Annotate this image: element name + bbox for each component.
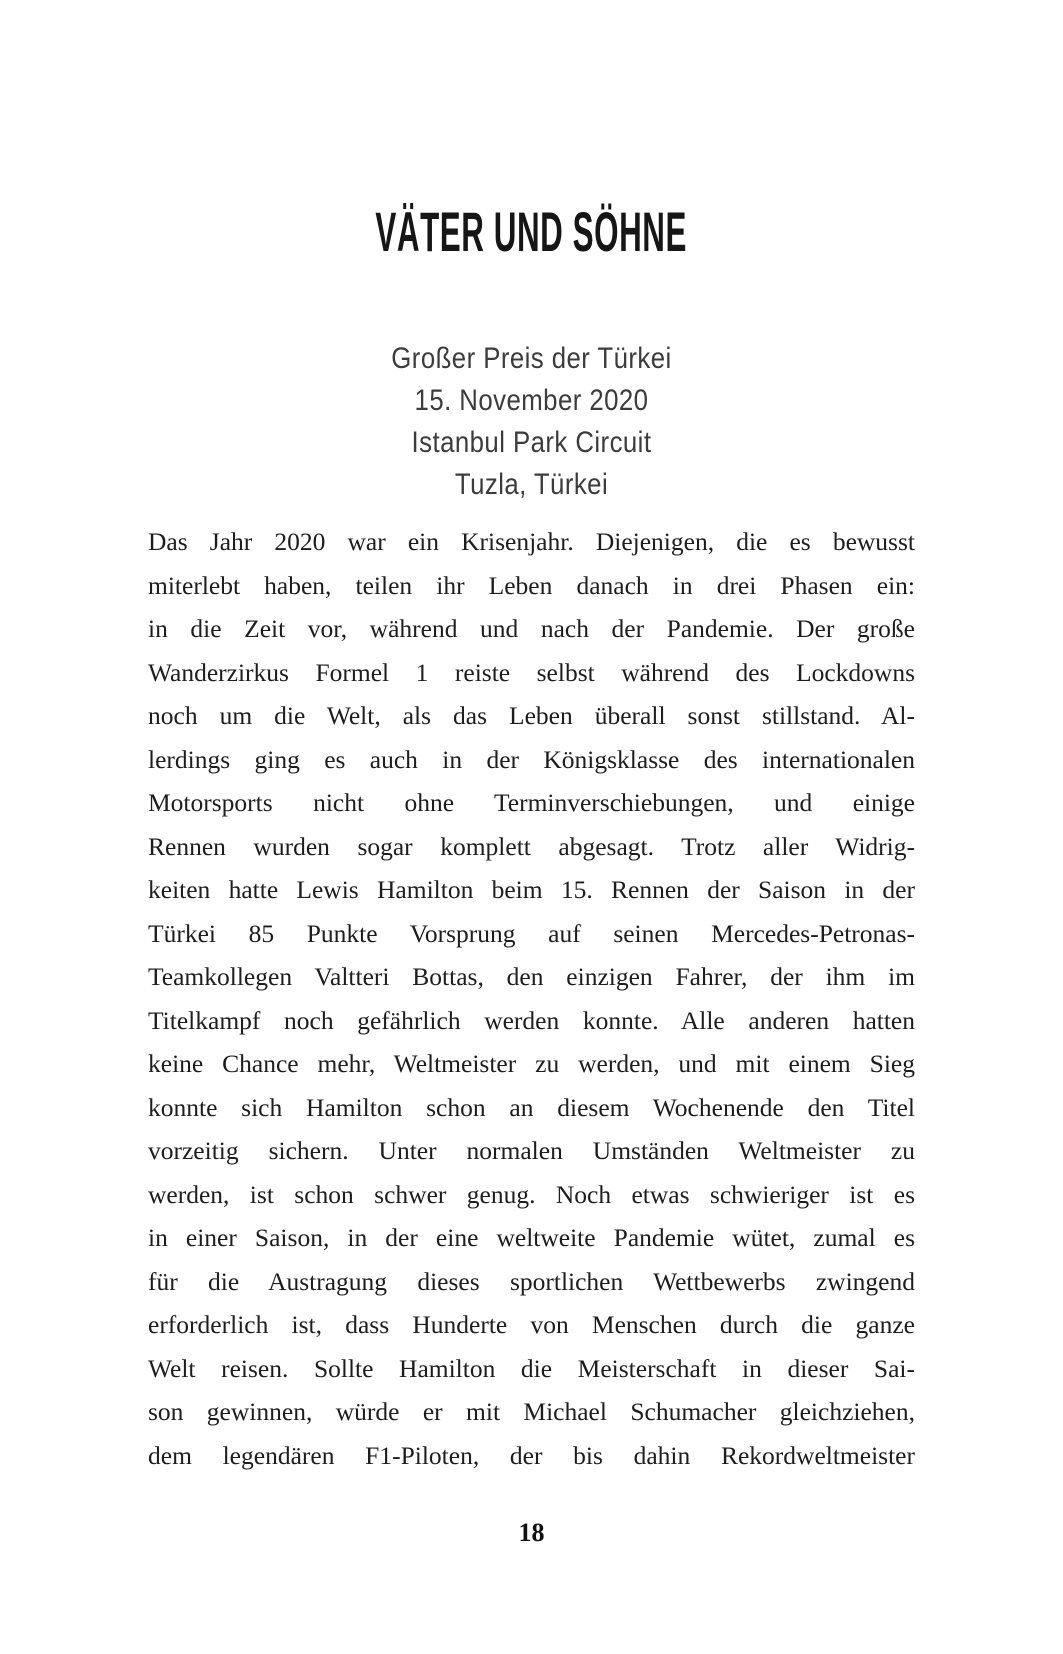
body-text-line: werden, ist schon schwer genug. Noch etwas schwieriger ist es [148, 1179, 915, 1209]
body-text-line: miterlebt haben, teilen ihr Leben danach in drei Phasen ein: [148, 570, 915, 600]
body-text [148, 520, 915, 1477]
body-text-line: son gewinnen, würde er mit Michael Schumacher gleichziehen, [148, 1397, 915, 1426]
body-text-line: Teamkollegen Valtteri Bottas, den einzigen Fahrer, der ihm im [148, 962, 915, 991]
body-text-line: erforderlich ist, dass Hunderte von Menschen durch die ganze [148, 1310, 915, 1339]
body-text-line: keine Chance mehr, Weltmeister zu werden, und mit einem Sieg [148, 1049, 915, 1078]
chapter-title [0, 200, 1063, 263]
body-text-line: Wanderzirkus Formel 1 reiste selbst während des Lockdowns [148, 657, 915, 687]
body-text-line: für die Austragung dieses sportlichen Wettbewerbs zwingend [148, 1266, 915, 1296]
body-text-line: Titelkampf noch gefährlich werden konnte. Alle anderen hatten [148, 1005, 915, 1035]
body-text-line: dem legendären F1-Piloten, der bis dahin Rekordweltmeister [148, 1440, 915, 1470]
race-info-block [74, 338, 988, 506]
body-text-line: konnte sich Hamilton schon an diesem Wochenende den Titel [148, 1092, 915, 1122]
body-text-line: Türkei 85 Punkte Vorsprung auf seinen Mercedes-Petronas- [148, 918, 915, 948]
race-info-line: Tuzla, Türkei [454, 468, 609, 501]
body-text-line: vorzeitig sichern. Unter normalen Umständen Weltmeister zu [148, 1136, 915, 1165]
body-text-line: lerdings ging es auch in der Königsklasse des internationalen [148, 744, 915, 774]
body-text-line: keiten hatte Lewis Hamilton beim 15. Rennen der Saison in der [148, 875, 915, 904]
race-info-line: Istanbul Park Circuit [411, 426, 652, 459]
body-text-line: noch um die Welt, als das Leben überall sonst stillstand. Al- [148, 701, 915, 730]
body-text-line: Welt reisen. Sollte Hamilton die Meisterschaft in dieser Sai- [148, 1353, 915, 1383]
body-text-line: in die Zeit vor, während und nach der Pandemie. Der große [148, 614, 915, 643]
body-text-line: Das Jahr 2020 war ein Krisenjahr. Diejenigen, die es bewusst [148, 527, 915, 556]
body-text-line: Rennen wurden sogar komplett abgesagt. Trotz aller Widrig- [148, 831, 915, 861]
race-info-line: 15. November 2020 [414, 384, 649, 417]
chapter-title-text: VÄTER UND SÖHNE [375, 200, 688, 263]
body-text-line: Motorsports nicht ohne Terminverschiebungen, und einige [148, 788, 915, 817]
body-text-line: in einer Saison, in der eine weltweite Pandemie wütet, zumal es [148, 1223, 915, 1252]
page-number: 18 [518, 1518, 545, 1547]
race-info-line: Großer Preis der Türkei [391, 342, 672, 375]
